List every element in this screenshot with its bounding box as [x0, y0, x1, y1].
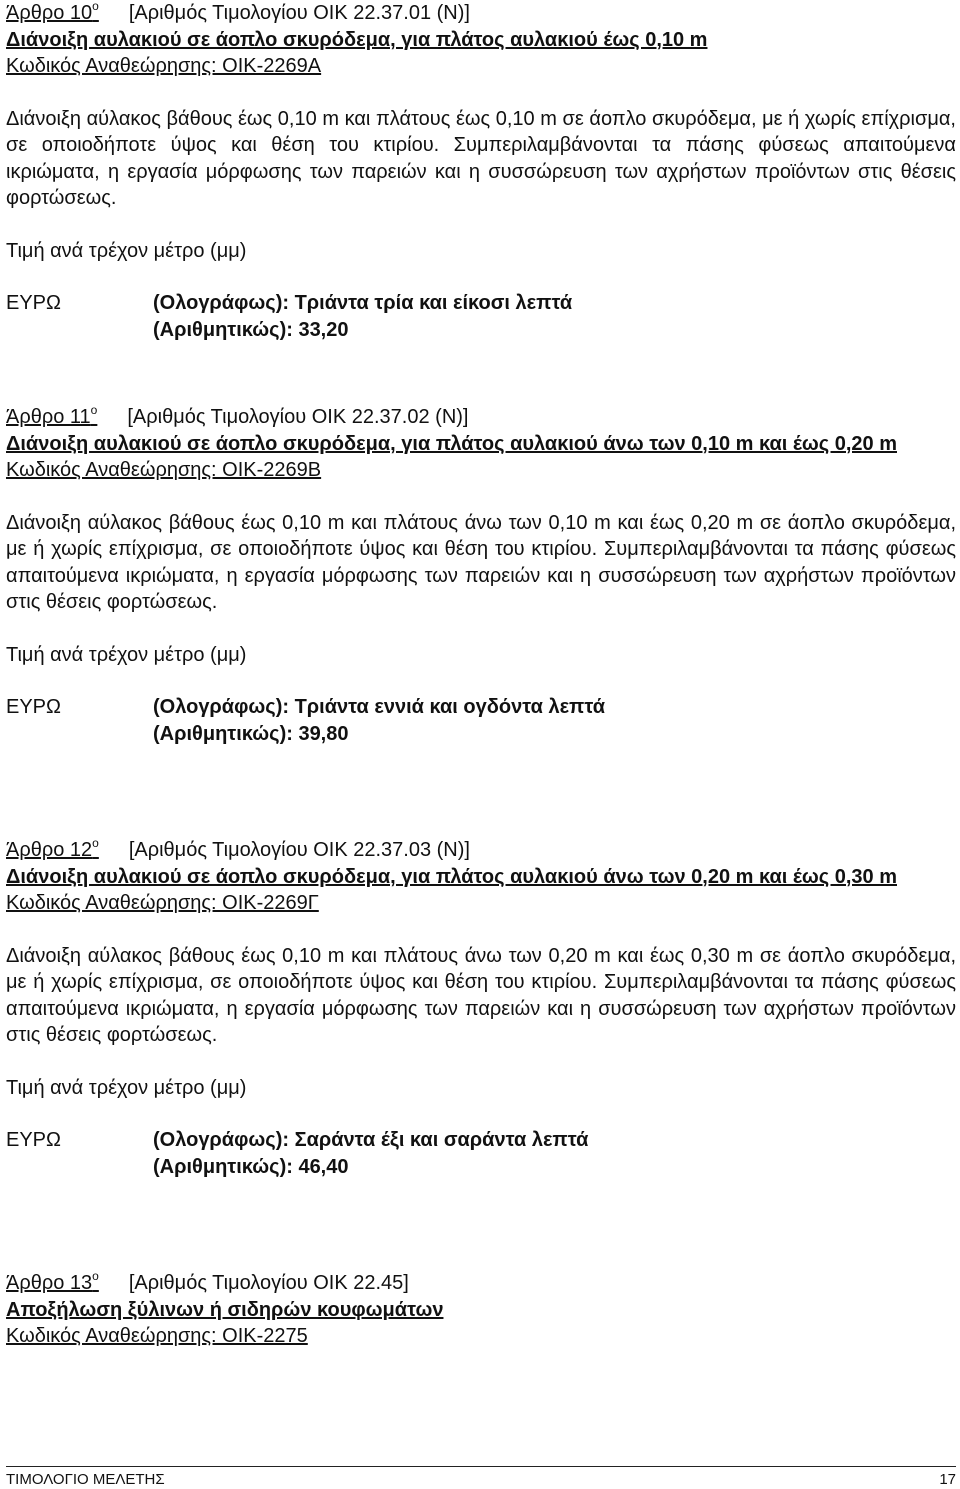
article-11	[6, 404, 956, 747]
article-label: Άρθρο $11^o$	[6, 403, 98, 428]
price-numeric: (Αριθμητικώς): 46,40	[153, 1155, 349, 1178]
unit-price-line: Τιμή ανά τρέχον μέτρο (μμ)	[6, 239, 247, 262]
article-title: Διάνοιξη αυλακιού σε άοπλο σκυρόδεμα, για πλάτος αυλακιού άνω των 0,10 m και έως 0,20 m	[6, 432, 897, 455]
article-description: Διάνοιξη αύλακος βάθους έως 0,10 m και πλάτους άνω των 0,10 m και έως 0,20 m σε άοπλο σκυρόδεμα, με ή χωρίς επίχρισμα, σε οποιοδήποτε ύψος και θέση του κτιρίου. Συμπεριλαμβάνονται τα πάσης φύσεως απαιτούμενα ικριώματα, η εργασία μόρφωσης των παρειών και η συσσώρευση των αχρήστων προϊόντων στις θέσεις φορτώσεως.	[6, 511, 956, 613]
article-header	[6, 1270, 956, 1297]
price-in-words: (Ολογράφως): Σαράντα έξι και σαράντα λεπτά	[153, 1129, 589, 1151]
price-amounts	[153, 694, 605, 747]
article-title: Διάνοιξη αυλακιού σε άοπλο σκυρόδεμα, για πλάτος αυλακιού άνω των 0,20 m και έως 0,30 m	[6, 865, 897, 888]
currency-label: ΕΥΡΩ	[6, 696, 61, 718]
price-block	[6, 1127, 956, 1180]
article-header	[6, 0, 956, 27]
article-description: Διάνοιξη αύλακος βάθους έως 0,10 m και πλάτους έως 0,10 m σε άοπλο σκυρόδεμα, με ή χωρίς επίχρισμα, σε οποιοδήποτε ύψος και θέση του κτιρίου. Συμπεριλαμβάνονται τα πάσης φύσεως απαιτούμενα ικριώματα, η εργασία μόρφωσης των παρειών και η συσσώρευση των αχρήστων προϊόντων στις θέσεις φορτώσεως.	[6, 107, 956, 209]
article-label: Άρθρο $12^o$	[6, 836, 99, 861]
invoice-reference: [Αριθμός Τιμολογίου ΟΙΚ 22.37.03 (Ν)]	[128, 839, 470, 861]
price-in-words: (Ολογράφως): Τριάντα τρία και είκοσι λεπτά	[153, 292, 573, 314]
article-title: Αποξήλωση ξύλινων ή σιδηρών κουφωμάτων	[6, 1298, 444, 1321]
article-description: Διάνοιξη αύλακος βάθους έως 0,10 m και πλάτους άνω των 0,20 m και έως 0,30 m σε άοπλο σκυρόδεμα, με ή χωρίς επίχρισμα, σε οποιοδήποτε ύψος και θέση του κτιρίου. Συμπεριλαμβάνονται τα πάσης φύσεως απαιτούμενα ικριώματα, η εργασία μόρφωσης των παρειών και η συσσώρευση των αχρήστων προϊόντων στις θέσεις φορτώσεως.	[6, 944, 956, 1046]
invoice-reference: [Αριθμός Τιμολογίου ΟΙΚ 22.37.01 (Ν)]	[128, 2, 470, 24]
price-amounts	[153, 290, 572, 343]
footer-page-number: 17	[939, 1471, 956, 1488]
price-numeric: (Αριθμητικώς): 39,80	[153, 722, 349, 745]
article-12	[6, 837, 956, 1180]
article-10	[6, 0, 956, 343]
price-amounts	[153, 1127, 588, 1180]
price-block	[6, 290, 956, 343]
article-label: Άρθρο $13^o$	[6, 1269, 99, 1294]
unit-price-line: Τιμή ανά τρέχον μέτρο (μμ)	[6, 1076, 247, 1099]
article-label: Άρθρο $10^o$	[6, 0, 99, 24]
footer-document-title: ΤΙΜΟΛΟΓΙΟ ΜΕΛΕΤΗΣ	[6, 1471, 165, 1488]
invoice-reference: [Αριθμός Τιμολογίου ΟΙΚ 22.45]	[128, 1272, 409, 1294]
price-numeric: (Αριθμητικώς): 33,20	[153, 318, 349, 341]
page-footer	[6, 1466, 956, 1489]
price-in-words: (Ολογράφως): Τριάντα εννιά και ογδόντα λεπτά	[153, 696, 606, 718]
article-header	[6, 404, 956, 431]
revision-code: Κωδικός Αναθεώρησης: ΟΙΚ-2275	[6, 1325, 308, 1347]
article-header	[6, 837, 956, 864]
unit-price-line: Τιμή ανά τρέχον μέτρο (μμ)	[6, 643, 247, 666]
revision-code: Κωδικός Αναθεώρησης: ΟΙΚ-2269Β	[6, 459, 322, 481]
currency-label: ΕΥΡΩ	[6, 292, 61, 314]
article-13	[6, 1270, 956, 1350]
invoice-reference: [Αριθμός Τιμολογίου ΟΙΚ 22.37.02 (Ν)]	[127, 406, 469, 428]
revision-code: Κωδικός Αναθεώρησης: ΟΙΚ-2269Α	[6, 55, 322, 77]
revision-code: Κωδικός Αναθεώρησης: ΟΙΚ-2269Γ	[6, 892, 319, 914]
currency-label: ΕΥΡΩ	[6, 1129, 61, 1151]
price-block	[6, 694, 956, 747]
article-title: Διάνοιξη αυλακιού σε άοπλο σκυρόδεμα, για πλάτος αυλακιού έως 0,10 m	[6, 28, 708, 51]
